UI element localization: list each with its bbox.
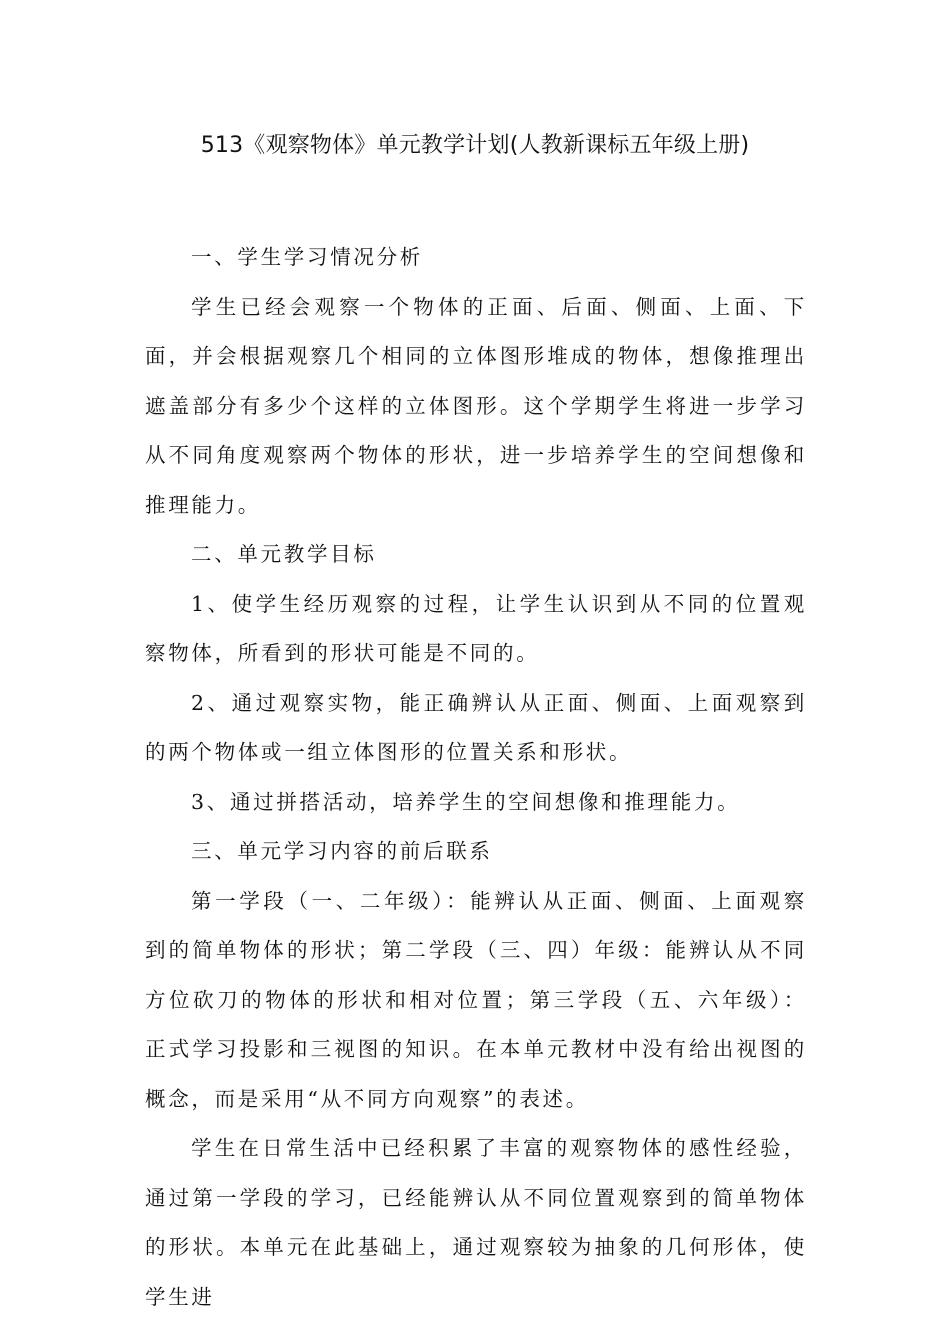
- goal-item-1: 1、使学生经历观察的过程，让学生认识到从不同的位置观察物体，所看到的形状可能是不同的。: [145, 591, 807, 665]
- goal-item-2: 2、通过观察实物，能正确辨认从正面、侧面、上面观察到的两个物体或一组立体图形的位置关系和形状。: [145, 690, 807, 764]
- section-heading-3: 三、单元学习内容的前后联系: [191, 839, 493, 863]
- paragraph-learning-stages: 第一学段（一、二年级）：能辨认从正面、侧面、上面观察到的简单物体的形状；第二学段（三、四）年级：能辨认从不同方位砍刀的物体的形状和相对位置；第三学段（五、六年级）：正式学习投影和三视图的知识。在本单元教材中没有给出视图的概念，而是采用“从不同方向观察”的表述。: [145, 888, 807, 1111]
- document-title: 513《观察物体》单元教学计划(人教新课标五年级上册): [200, 133, 750, 158]
- goal-item-3: 3、通过拼搭活动，培养学生的空间想像和推理能力。: [191, 789, 741, 814]
- paragraph-prior-experience: 学生在日常生活中已经积累了丰富的观察物体的感性经验，通过第一学段的学习，已经能辨认从不同位置观察到的简单物体的形状。本单元在此基础上，通过观察较为抽象的几何形体，使学生进: [145, 1136, 807, 1309]
- paragraph-student-analysis: 学生已经会观察一个物体的正面、后面、侧面、上面、下面，并会根据观察几个相同的立体图形堆成的物体，想像推理出遮盖部分有多少个这样的立体图形。这个学期学生将进一步学习从不同角度观察两个物体的形状，进一步培养学生的空间想像和推理能力。: [145, 294, 807, 517]
- section-heading-1: 一、学生学习情况分析: [191, 245, 423, 269]
- document-body: [145, 233, 807, 1322]
- section-heading-2: 二、单元教学目标: [191, 542, 377, 566]
